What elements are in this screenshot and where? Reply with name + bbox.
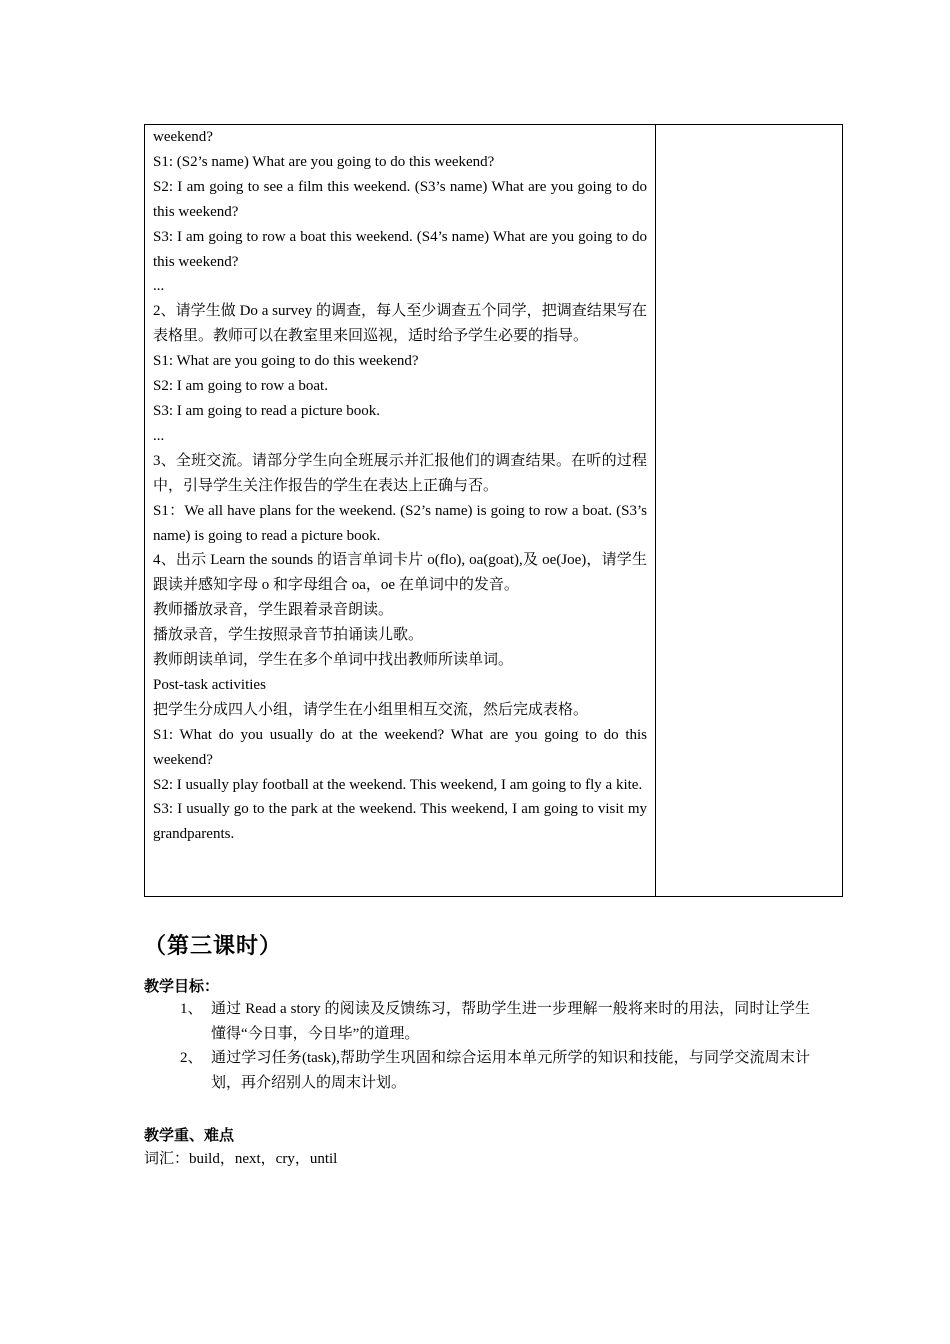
procedure-line: 播放录音，学生按照录音节拍诵读儿歌。 <box>153 627 424 644</box>
procedure-cell <box>153 125 647 847</box>
vocabulary-line: 词汇：build，next，cry，until <box>144 1151 338 1167</box>
procedure-line: 教师朗读单词，学生在多个单词中找出教师所读单词。 <box>153 652 514 669</box>
procedure-line: S2: I usually play football at the weekend. This weekend, I am going to fly a kite. <box>153 776 643 793</box>
procedure-line: S2: I am going to row a boat. <box>153 378 328 395</box>
procedure-line: ... <box>153 278 165 295</box>
list-item <box>180 997 810 1046</box>
objective-text: 通过学习任务(task),帮助学生巩固和综合运用本单元所学的知识和技能，与同学交流周末计划，再介绍别人的周末计划。 <box>211 1050 810 1091</box>
procedure-line: 3、全班交流。请部分学生向全班展示并汇报他们的调查结果。在听的过程中，引导学生关注作报告的学生在表达上正确与否。 <box>153 452 647 494</box>
procedure-line: 教师播放录音，学生跟着录音朗读。 <box>153 602 394 619</box>
lesson-title: （第三课时） <box>144 933 283 958</box>
procedure-line: S3: I am going to row a boat this weekend. (S4’s name) What are you going to do this weekend? <box>153 228 647 270</box>
procedure-line: S3: I usually go to the park at the weekend. This weekend, I am going to visit my grandparents. <box>153 801 647 843</box>
procedure-line: 2、请学生做 Do a survey 的调查，每人至少调查五个同学，把调查结果写在表格里。教师可以在教室里来回巡视，适时给予学生必要的指导。 <box>153 303 647 345</box>
procedure-line: S1：We all have plans for the weekend. (S2’s name) is going to row a boat. (S3’s name) is going to read a picture book. <box>153 502 647 544</box>
list-item <box>180 1046 810 1095</box>
lesson-plan-table <box>144 124 843 897</box>
procedure-line: 把学生分成四人小组，请学生在小组里相互交流，然后完成表格。 <box>153 701 589 718</box>
objective-text: 通过 Read a story 的阅读及反馈练习，帮助学生进一步理解一般将来时的用法，同时让学生懂得“今日事，今日毕”的道理。 <box>211 1001 810 1042</box>
procedure-line: S1: (S2’s name) What are you going to do this weekend? <box>153 153 495 170</box>
column-divider <box>655 125 656 896</box>
procedure-line: ... <box>153 427 165 444</box>
procedure-line: S3: I am going to read a picture book. <box>153 402 381 419</box>
objectives-label: 教学目标： <box>144 979 220 995</box>
objective-number: 1、 <box>180 1001 203 1017</box>
procedure-line: weekend? <box>153 129 213 145</box>
objectives-list <box>180 997 810 1095</box>
procedure-line: 4、出示 Learn the sounds 的语言单词卡片 o(flo), oa(goat),及 oe(Joe)，请学生跟读并感知字母 o 和字母组合 oa，oe 在单词中的发音。 <box>153 552 647 594</box>
procedure-line: Post-task activities <box>153 676 266 693</box>
procedure-line: S2: I am going to see a film this weekend. (S3’s name) What are you going to do this weekend? <box>153 178 647 220</box>
procedure-line: S1: What are you going to do this weekend? <box>153 353 419 370</box>
procedure-line: S1: What do you usually do at the weekend? What are you going to do this weekend? <box>153 726 647 768</box>
objective-number: 2、 <box>180 1050 203 1066</box>
keypoints-label: 教学重、难点 <box>144 1128 235 1144</box>
